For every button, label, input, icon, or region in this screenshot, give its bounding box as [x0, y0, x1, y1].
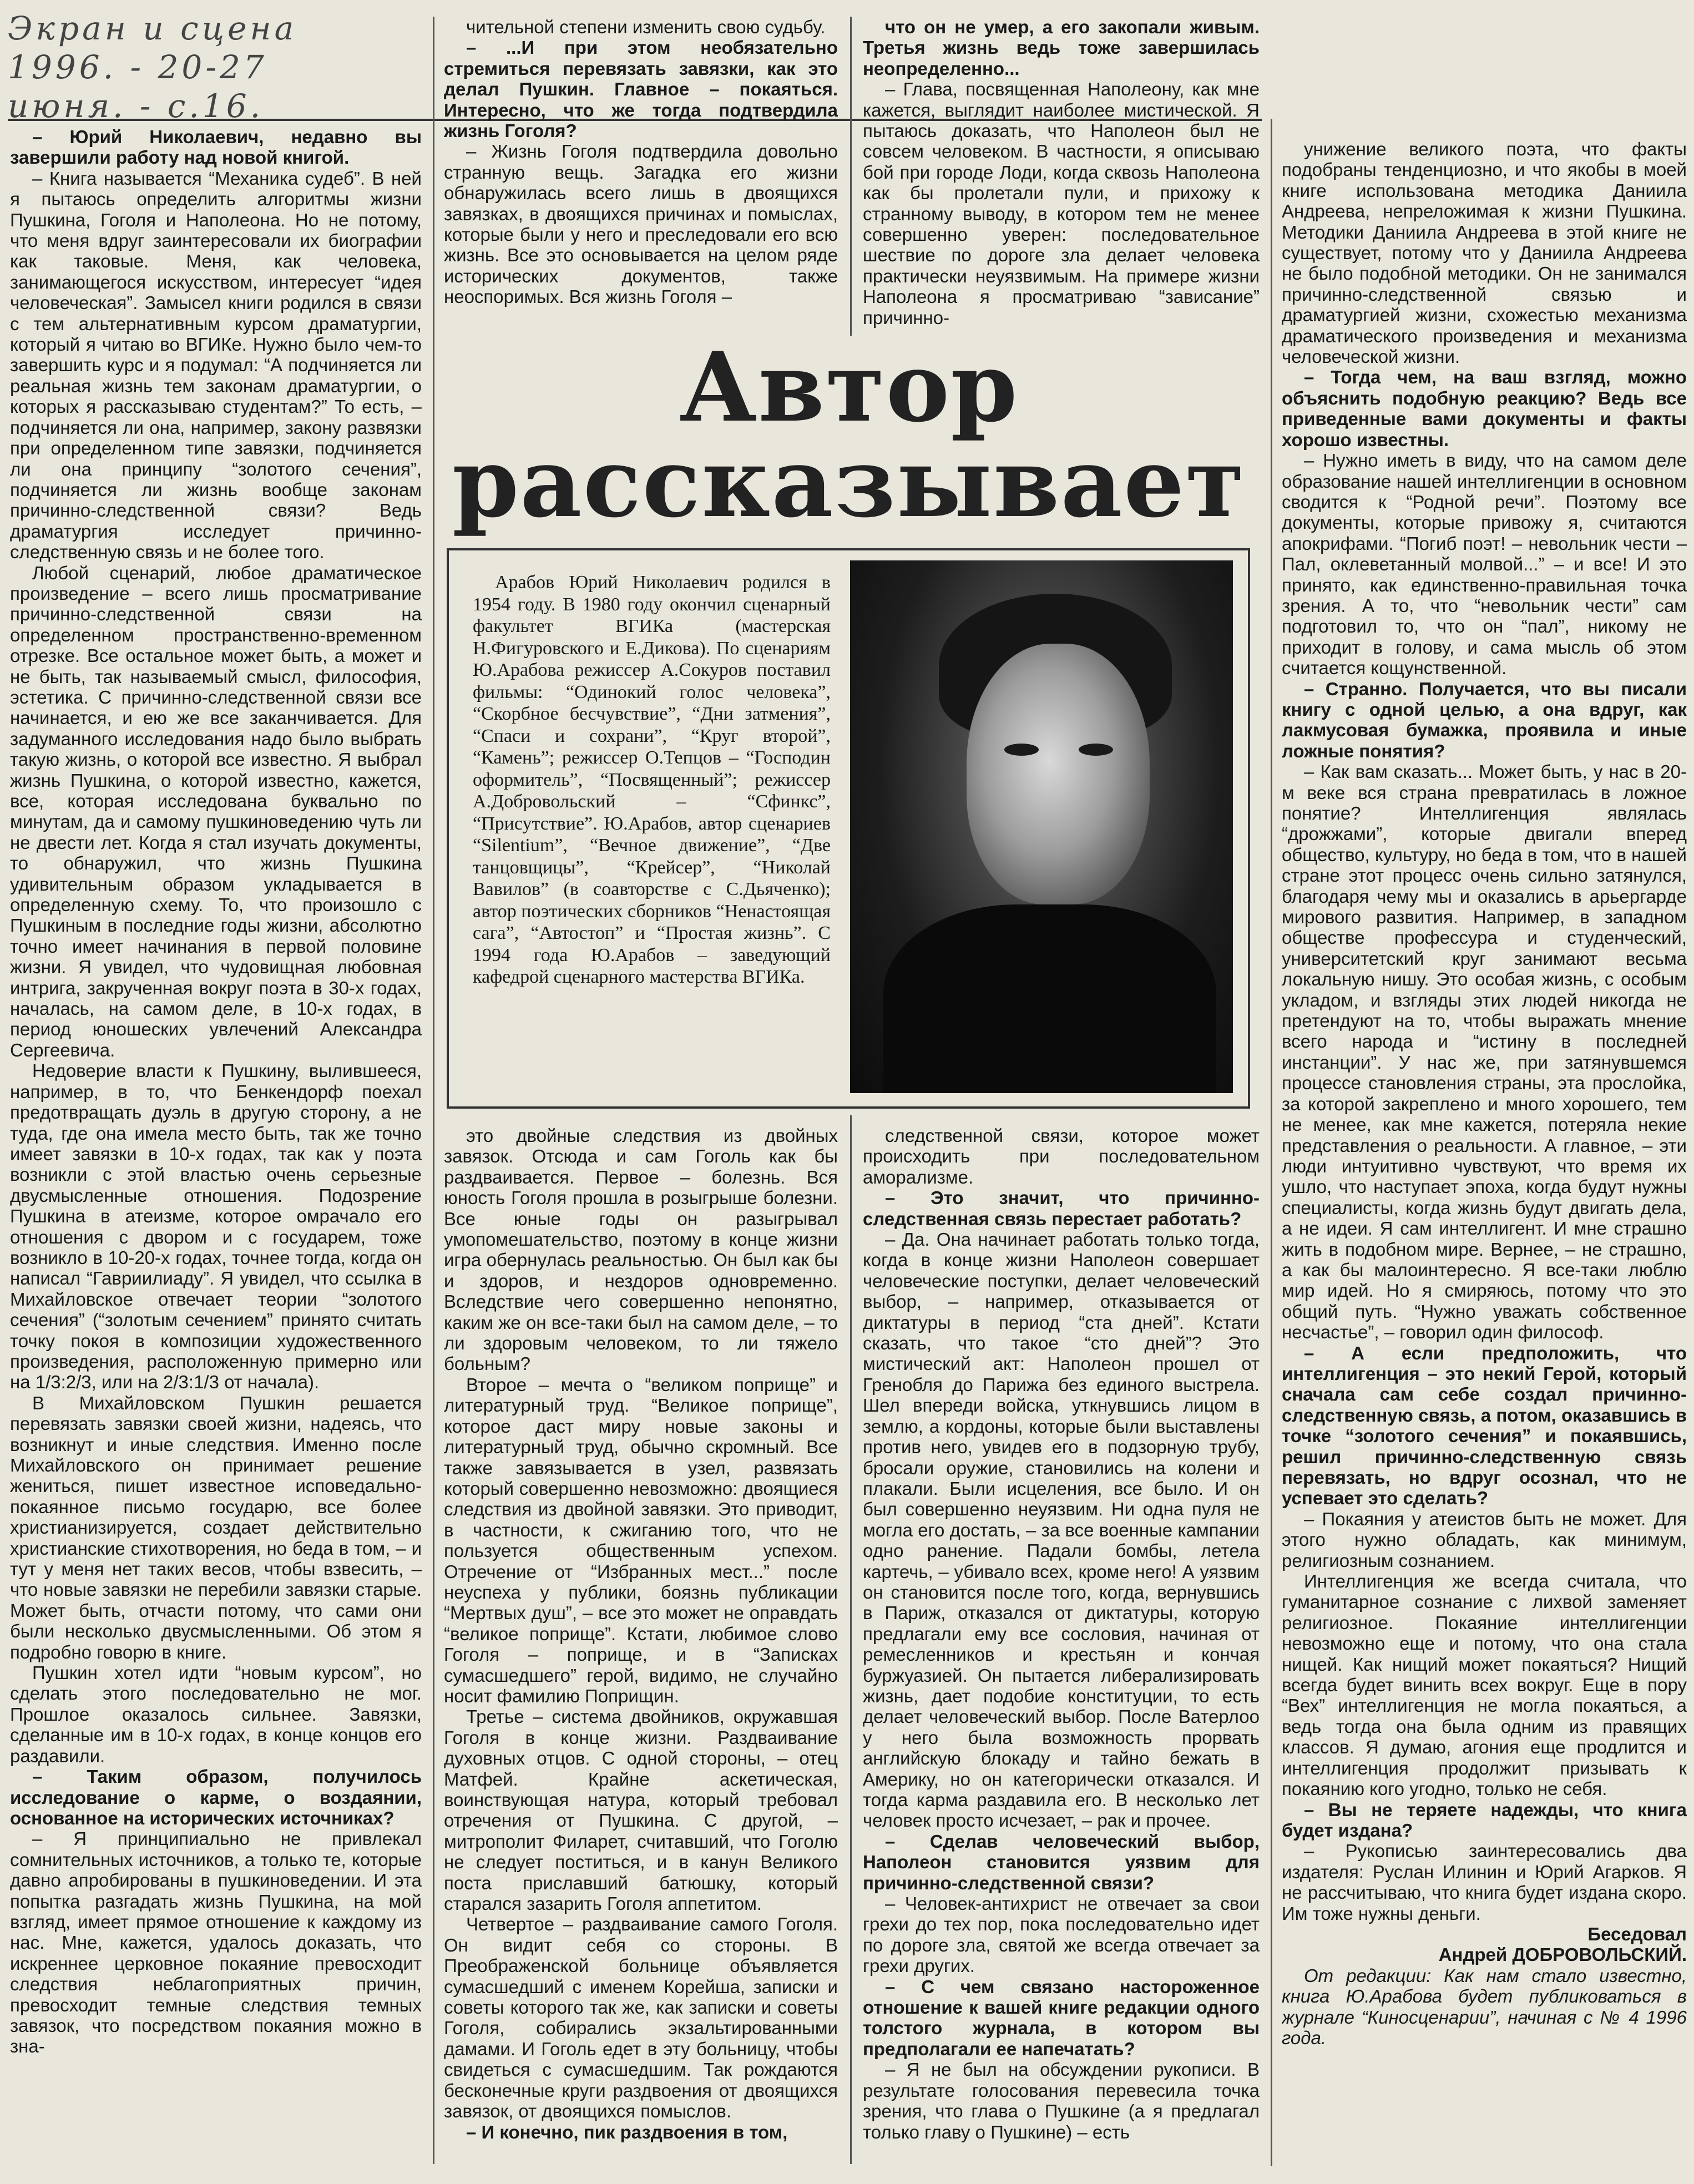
handwritten-line-1: Экран и сцена — [8, 9, 297, 47]
paragraph: – Я принципиально не привлекал сомнительных источников, а только те, которые давно апробированы в пушкиноведении. И эта попытка разгадать жизнь Пушкина, на мой взгляд, имеет прямое отношение к каждому из нас. Мне, кажется, удалось доказать, что искреннее церковное покаяние превосходит следствия неблагоприятных причин, превосходит темные следствия темных завязок, что посредством покаяния можно в зна- — [10, 1828, 422, 2057]
column-divider-1 — [433, 17, 434, 2164]
paragraph: – Да. Она начинает работать только тогда, когда в конце жизни Наполеон совершает человеческие поступки, делает человеческий выбор, – например, отказывается от диктатуры в период “ста дней”. Кстати сказать, что такое “сто дней”? Это мистический акт: Наполеон прошел от Гренобля до Парижа без единого выстрела. Шел впереди войска, уткнувшись лицом в землю, а кордоны, которые были выставлены против него, увидев его в подзорную трубу, бросали оружие, становились на колени и плакали. Были исцеления, все было. И он был совершенно неуязвим. Ни одна пуля не могла его достать, – за все военные кампании одно ранение. Падали бомбы, летела картечь, – убивало всех, кроме него! А уязвим он становится после того, когда, вернувшись в Париж, отказался от диктатуры, которую предлагали ему все сословия, начиная от ремесленников и крестьян и кончая буржуазией. Он пытается либерализировать жизнь, дает подобие конституции, то есть делает человеческий выбор. После Ватерлоо у него была возможность прорвать английскую блокаду и тайно бежать в Америку, но он категорически отказался. И тогда карма раздавила его. В несколько лет человек просто исчезает, – рак и прочее. — [863, 1229, 1260, 1831]
paragraph: это двойные следствия из двойных завязок. Отсюда и сам Гоголь как бы раздваивается. Первое – болезнь. Вся юность Гоголя прошла в розыгрыше болезни. Все юные годы он разыгрывал умопомешательство, поэтому в конце жизни игра обернулась реальностью. Он был как бы и здоров, и нездоров одновременно. Вследствие чего совершенно непонятно, каким же он все-таки был на самом деле, – то ли здоровым человеком, то ли тяжело больным? — [444, 1125, 838, 1374]
headline-line-2: рассказывает — [452, 426, 1246, 539]
column-divider-2-bottom — [850, 1115, 852, 2164]
paragraph: – Нужно иметь в виду, что на самом деле образование нашей интеллигенции в основном сводится к “Родной речи”. Поэтому все документы, которые привожу я, считаются апокрифами. “Погиб поэт! – невольник чести – Пал, оклеветанный молвой...” – и все! И это принято, как единственно-правильная точка зрения. А то, что “невольник чести” сам подготовил то, что он “пал”, никому не приходит в голову, и сама мысль об этом считается кощунственной. — [1282, 450, 1687, 679]
author-photo — [850, 560, 1233, 1093]
handwritten-line-2: 1996. - 20-27 — [8, 48, 267, 86]
paragraph: – Человек-антихрист не отвечает за свои грехи до тех пор, пока последовательно идет по дороге зла, святой же всегда отвечает за грехи других. — [863, 1893, 1260, 1976]
column-3-bottom — [863, 1125, 1260, 2168]
paragraph: – Как вам сказать... Может быть, у нас в 20-м веке вся страна превратилась в ложное понятие? Интеллигенция являлась “дрожжами”, которые двигали вперед общество, культуру, но беда в том, что в нашей стране этот процесс очень сильно затянулся, благодаря чему мы и оказались в арьергарде мирового развития. Например, в западном обществе профессура и студенческий, университетский круг занимают весьма локальную нишу. Это особая жизнь, с особым укладом, и взгляды этих людей никогда не претендуют на то, чтобы выражать мнение всего народа и “истину в последней инстанции”. У нас же, при затянувшемся процессе становления страны, эта прослойка, за которой закреплено и много хорошего, тем не менее, как мне кажется, потеряла некие представления о реальности. А главное, – эти люди интуитивно чувствуют, что время их ушло, что наступает эпоха, когда будут нужны специалисты, когда жизнь будут двигать дела, а не идеи. Я сам интеллигент. И мне страшно жить в подобном мире. Вернее, – не страшно, а как бы малоинтересно. Я все-таки люблю мир идей. Но я смиряюсь, потому что это общий путь. “Нужно уважать собственное несчастье”, – говорил один философ. — [1282, 761, 1687, 1343]
paragraph: Четвертое – раздваивание самого Гоголя. Он видит себя со стороны. В Преображенской больнице объявляется сумасшедший с именем Корейша, записки и советы которого так же, как записки и советы Гоголя, собирались экзальтированными дамами. И Гоголь едет в эту больницу, чтобы свидеться с сумасшедшим. Так рождаются бесконечные круги раздвоения от двоящихся завязок, от двоящихся помыслов. — [444, 1914, 838, 2122]
question: – Это значит, что причинно-следственная связь перестает работать? — [863, 1187, 1260, 1229]
column-4 — [1282, 139, 1687, 2170]
photo-eye-left — [1004, 744, 1039, 756]
headline — [444, 331, 1254, 545]
column-1 — [10, 127, 422, 2168]
editorial-note: От редакции: Как нам стало известно, книга Ю.Арабова будет публиковаться в журнале “Киносценарии”, начиная с № 4 1996 года. — [1282, 1965, 1687, 2048]
question: – ...И при этом необязательно стремиться перевязать завязки, как это делал Пушкин. Главное – покаяться. Интересно, что же тогда подтвердила жизнь Гоголя? — [444, 37, 838, 141]
paragraph: – Книга называется “Механика судеб”. В ней я пытаюсь определить алгоритмы жизни Пушкина, Гоголя и Наполеона. Но не потому, что меня вдруг заинтересовали их биографии как таковые. Меня, как человека, занимающегося искусством, интересует “идея человеческая”. Замысел книги родился в связи с тем альтернативным курсом драматургии, который я читаю во ВГИКе. Нужно было чем-то завершить курс и я подумал: “А подчиняется ли реальная жизнь тем законам драматургии, о которых я рассказываю студентам?” То есть, – подчиняется ли она, например, закону развязки при определенном типе завязки, подчиняется ли она принципу “золотого сечения”, подчиняется ли жизнь вообще законам причинно-следственной связи? Ведь драматургия исследует причинно-следственную связь и не более того. — [10, 168, 422, 563]
paragraph: В Михайловском Пушкин решается перевязать завязки своей жизни, надеясь, что возникнут и иные следствия. Именно после Михайловского он принимает решение жениться, пишет известное исповедально-покаянное письмо государю, все более христианизируется, создает действительно христианские стихотворения, но беда в том, – и тут у меня нет таких весов, чтобы взвесить, – что новые завязки не перебили завязки старые. Может быть, отчасти потому, что сами они были несколько двусмысленными. Об этом я подробно говорю в книге. — [10, 1392, 422, 1662]
photo-coat — [883, 904, 1216, 1093]
photo-eye-right — [1079, 744, 1113, 756]
question: – А если предположить, что интеллигенция – это некий Герой, который сначала сам себе создал причинно-следственную связь, а потом, оказавшись в точке “золотого сечения” и покаявшись, решил причинно-следственную связь перевязать, но вдруг осознал, что не успевает это сделать? — [1282, 1342, 1687, 1509]
question: – С чем связано настороженное отношение к вашей книге редакции одного толстого журнала, в котором вы предполагали ее напечатать? — [863, 1976, 1260, 2059]
handwritten-line-3: июня. - с.16. — [8, 87, 264, 125]
question: – Тогда чем, на ваш взгляд, можно объяснить подобную реакцию? Ведь все приведенные вами документы и факты хорошо известны. — [1282, 367, 1687, 450]
question: – И конечно, пик раздвоения в том, — [466, 2121, 788, 2142]
question: – Сделав человеческий выбор, Наполеон становится уязвим для причинно-следственной связи? — [863, 1831, 1260, 1893]
signature: Беседовал — [1587, 1923, 1687, 1944]
column-2-bottom — [444, 1125, 838, 2168]
paragraph: – Рукописью заинтересовались два издателя: Руслан Илинин и Юрий Агарков. Я не рассчитываю, что книга будет издана скоро. Им тоже нужны деньги. — [1282, 1841, 1687, 1924]
paragraph: Интеллигенция же всегда считала, что гуманитарное сознание с лихвой заменяет религиозное. Покаяние интеллигенции невозможно еще и потому, что она стала нищей. Как нищий может покаяться? Нищий всегда будет винить всех вокруг. Еще в пору “Вех” интеллигенция не могла покаяться, а ведь тогда она была одним из правящих классов. Я думаю, агония еще продлится и интеллигенция продолжит призывать к покаянию кого угодно, только не себя. — [1282, 1571, 1687, 1799]
paragraph: – Я не был на обсуждении рукописи. В результате голосования перевесила точка зрения, что глава о Пушкине (а я предлагал только главу о Пушкине) – есть — [863, 2059, 1260, 2142]
paragraph: – Глава, посвященная Наполеону, как мне кажется, выглядит наиболее мистической. Я пытаюсь доказать, что Наполеон был не совсем человеком. В частности, я описываю бой при городе Лоди, когда сквозь Наполеона как бы пролетали пули, и прихожу к странному выводу, в котором тем не менее совершенно уверен: последовательное шествие по дороге зла делает человека практически неуязвимым. На примере жизни Наполеона я просматриваю “зависание” причинно- — [863, 79, 1260, 328]
question: – Юрий Николаевич, недавно вы завершили работу над новой книгой. — [10, 127, 422, 168]
question: – Вы не теряете надежды, что книга будет издана? — [1282, 1799, 1687, 1841]
column-3-top — [863, 17, 1260, 336]
handwritten-note — [8, 9, 429, 125]
column-divider-2-top — [850, 17, 852, 336]
headline-line-1: Автор — [679, 331, 1019, 443]
paragraph: Недоверие власти к Пушкину, вылившееся, например, в то, что Бенкендорф поехал предотвращать дуэль в другую сторону, а не туда, где она имела место быть, так же точно имеет завязки в 10-х годах, так как у поэта возникли с этой властью очень серьезные двусмысленные отношения. Подозрение Пушкина в атеизме, которое омрачало его отношения с двором и с государем, тоже возникло в 10-20-х годах, точнее тогда, когда он написал “Гавриилиаду”. Я увидел, что ссылка в Михайловское отвечает теории “золотого сечения” (“золотым сечением” принято считать точку покоя в композиции художественного произведения, расположенную примерно или на 1/3:2/3, или на 2/3:1/3 от начала). — [10, 1060, 422, 1393]
photo-face — [967, 644, 1150, 904]
paragraph: – Жизнь Гоголя подтвердила довольно странную вещь. Загадка его жизни обнаружилась всего лишь в двоящихся завязках, в двоящихся причинах и помыслах, которые были у него и преследовали его всю жизнь. Все это основывается на целом ряде исторических документов, также неоспоримых. Вся жизнь Гоголя – — [444, 141, 838, 307]
paragraph: – Покаяния у атеистов быть не может. Для этого нужно обладать, как минимум, религиозным сознанием. — [1282, 1508, 1687, 1571]
paragraph: Пушкин хотел идти “новым курсом”, но сделать этого последовательно не мог. Прошлое оказалось сильнее. Завязки, сделанные им в 10-х годах, в конце концов его раздавили. — [10, 1662, 422, 1766]
paragraph: Третье – система двойников, окружавшая Гоголя в конце жизни. Раздваивание духовных отцов. С одной стороны, – отец Матфей. Крайне аскетическая, воинствующая натура, который требовал отречения от Пушкина. С другой, – митрополит Филарет, считавший, что Гоголю не следует поститься, и в канун Великого поста приславший батюшку, который старался зазарить Гоголя аппетитом. — [444, 1706, 838, 1914]
author-bio — [473, 572, 831, 1088]
question: что он не умер, а его закопали живым. Третья жизнь ведь тоже завершилась неопределенно... — [863, 17, 1260, 79]
paragraph: следственной связи, которое может происходить при последовательном аморализме. — [863, 1125, 1260, 1187]
column-divider-3 — [1271, 119, 1272, 2166]
question: – Странно. Получается, что вы писали книгу с одной целью, а она вдруг, как лакмусовая бумажка, проявила и иные ложные понятия? — [1282, 678, 1687, 761]
paragraph: унижение великого поэта, что факты подобраны тенденциозно, и что якобы в моей книге использована методика Даниила Андреева, непреложимая к жизни Пушкина. Методики Даниила Андреева в этой книге не существует, потому что у Даниила Андреева не было подобной методики. Он не занимался причинно-следственной связью и драматургией жизни, схожестью механизма драматического произведения и механизма человеческой жизни. — [1282, 139, 1687, 367]
question: – Таким образом, получилось исследование о карме, о воздаянии, основанное на исторических источниках? — [10, 1766, 422, 1828]
paragraph: чительной степени изменить свою судьбу. — [466, 17, 826, 37]
bio-text: Арабов Юрий Николаевич родился в 1954 году. В 1980 году окончил сценарный факультет ВГИКа (мастерская Н.Фигуровского и Е.Дикова). По сценариям Ю.Арабова режиссер А.Сокуров поставил фильмы: “Одинокий голос человека”, “Скорбное бесчувствие”, “Дни затмения”, “Спаси и сохрани”, “Круг второй”, “Камень”; режиссер О.Тепцов – “Господин оформитель”, “Посвященный”; режиссер А.Добровольский – “Сфинкс”, “Присутствие”. Ю.Арабов, автор сценариев “Silentium”, “Вечное движение”, “Две танцовщицы”, “Крейсер”, “Николай Вавилов” (в соавторстве с С.Дьяченко); автор поэтических сборников “Ненастоящая сага”, “Автостоп” и “Простая жизнь”. С 1994 года Ю.Арабов – заведующий кафедрой сценарного мастерства ВГИКа. — [473, 572, 831, 987]
paragraph: Второе – мечта о “великом поприще” и литературный труд. “Великое поприще”, которое даст миру новые законы и литературный труд, обычно скромный. Все также завязывается в узел, развязать который совершенно невозможно: двоящиеся следствия из двойной завязки. Это приводит, в частности, к сжиганию того, что не пользуется общественным успехом. Отречение от “Избранных мест...” после неуспеха у публики, боязнь публикации “Мертвых душ”, – все это может не оправдать “великое поприще”. Кстати, любимое слово Гоголя – поприще, и в “Записках сумасшедшего” герой, видимо, не случайно носит фамилию Поприщин. — [444, 1374, 838, 1706]
column-2-top — [444, 17, 838, 336]
paragraph: Любой сценарий, любое драматическое произведение – всего лишь просматривание причинно-следственной связи на определенном пространственно-временном отрезке. Все остальное может быть, а может и не быть, так называемый смысл, философия, эстетика. С причинно-следственной связи все начинается, и ею же все заканчивается. Для задуманного исследования надо было выбрать такую жизнь, о которой все известно. Я выбрал жизнь Пушкина, о которой известно, кажется, все, которая исследована буквально по минутам, да и самому пушкиноведению чуть ли не двести лет. Когда я стал изучать документы, то обнаружил, что жизнь Пушкина удивительным образом укладывается в определенную схему. То, что произошло с Пушкиным в последние годы жизни, абсолютно точно имеет начинания в первой половине жизни. Я увидел, что чудовищная любовная интрига, закрученная вокруг поэта в 30-х годах, началась, на самом деле, в 10-х годах, в период юношеских увлечений Александра Сергеевича. — [10, 562, 422, 1060]
signature: Андрей ДОБРОВОЛЬСКИЙ. — [1438, 1944, 1687, 1965]
